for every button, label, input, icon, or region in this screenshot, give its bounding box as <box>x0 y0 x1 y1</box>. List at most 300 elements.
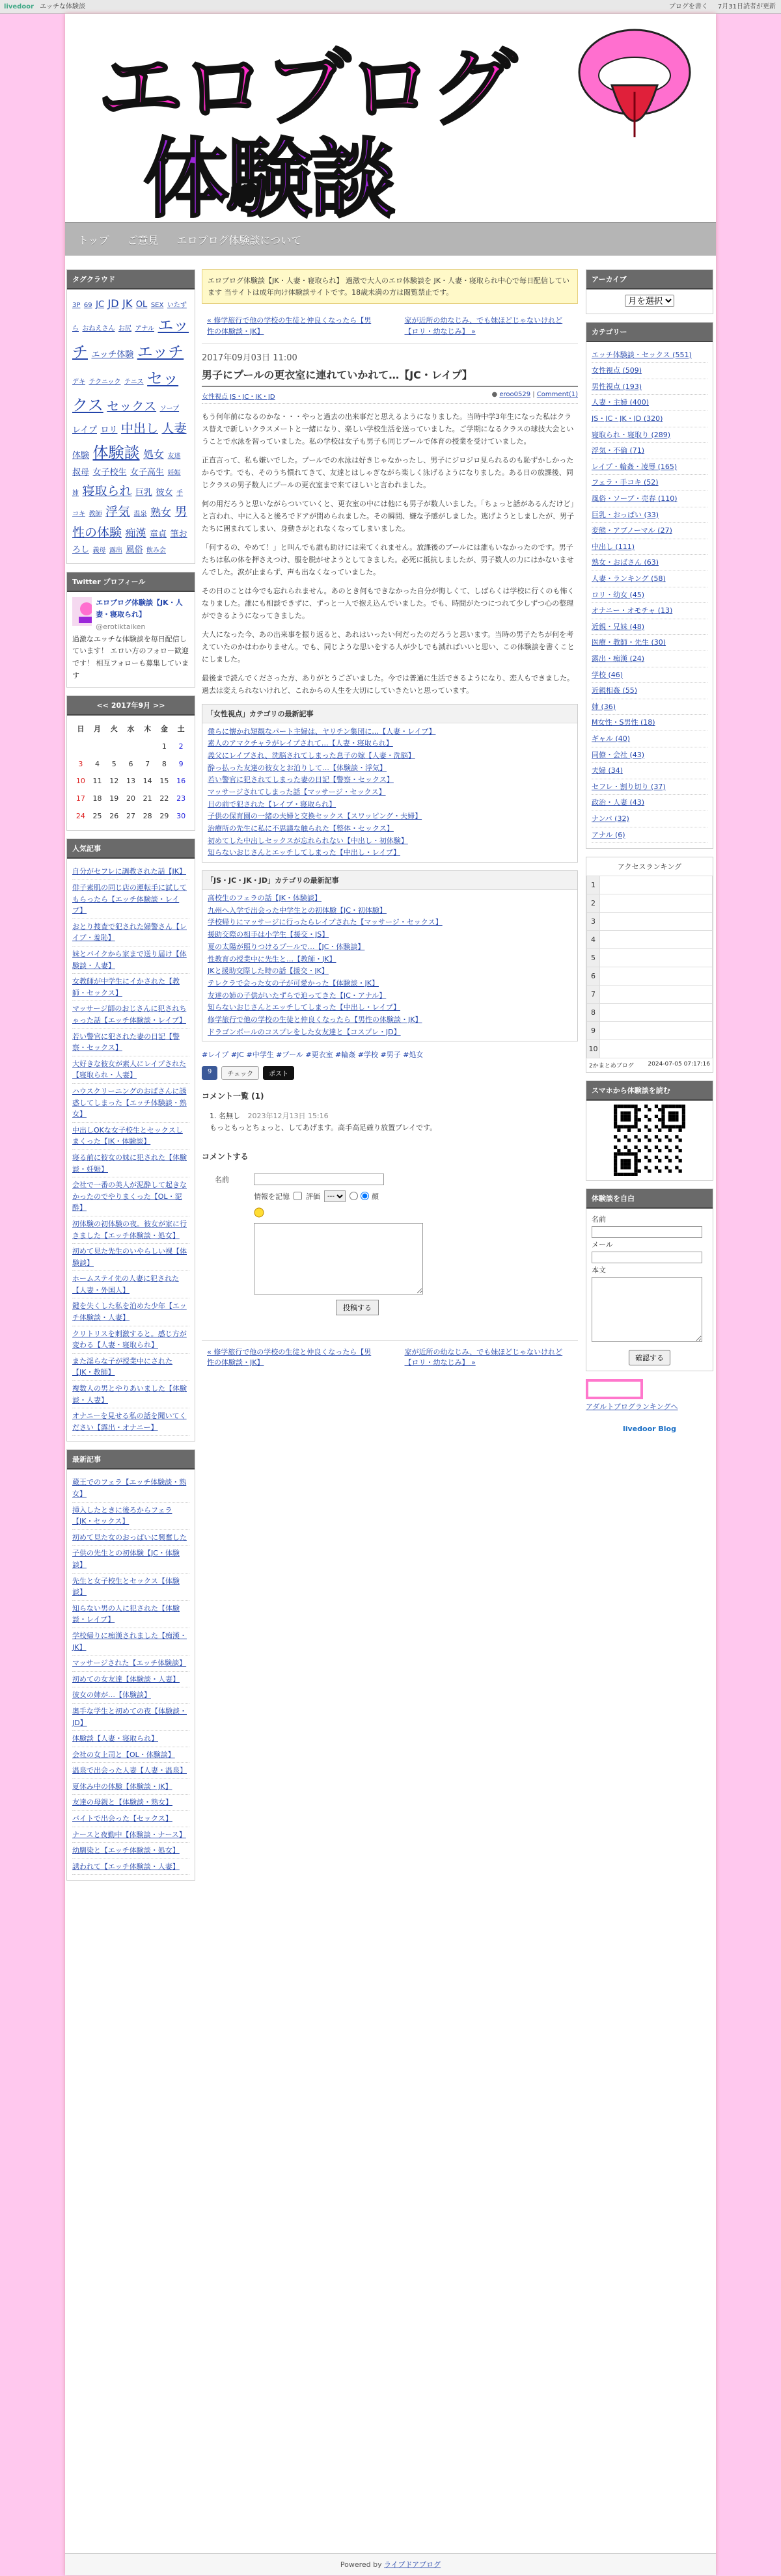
reader-update-link[interactable]: 7月31日読者が更新 <box>717 3 776 10</box>
popular-article-link[interactable]: ハウスクリーニングのおばさんに誘惑してしまった【エッチ体験談・熟女】 <box>72 1084 189 1123</box>
ranking-title: アクセスランキング <box>617 863 682 872</box>
popular-article-link[interactable]: ホームステイ先の人妻に犯された【人妻・外国人】 <box>72 1271 189 1298</box>
category-link[interactable]: 中出し (111) <box>592 539 707 556</box>
ranking-entry[interactable] <box>600 967 713 986</box>
popular-article-link[interactable]: 初体験の初体験の夜。彼女が家に行きました【エッチ体験談・処女】 <box>72 1216 189 1244</box>
form-face-radio-1[interactable] <box>349 1192 358 1200</box>
category-link[interactable]: M女性・S男性 (18) <box>592 715 707 731</box>
popular-article-link[interactable]: クリトリスを刺激すると。感じ方が変わる【人妻・寝取られ】 <box>72 1326 189 1354</box>
calendar-day[interactable]: 30 <box>176 811 186 820</box>
recent-article-link[interactable]: 温泉で出会った人妻【人妻・温泉】 <box>72 1763 189 1779</box>
tag-link[interactable]: 友達 <box>167 452 181 460</box>
form-name-input[interactable] <box>254 1174 384 1185</box>
recent-article-link[interactable]: 友達の母親と【体験談・熟女】 <box>72 1795 189 1811</box>
article-paragraph: その日のことは今でも忘れられません。あのとき何もできなかった自分が悔しくて、しばらくは学校に行くのも怖くなりました。誰にも相談できずに、ずっと一人で抱え込んでいました。でも、時間がたつにつれて少しずつ心の整理ができるようになってきました。 <box>202 587 575 621</box>
tag-link[interactable]: JK <box>122 297 133 310</box>
ranking-number: 7 <box>587 986 600 1004</box>
related-article-link[interactable]: 初めてした中出しセックスが忘れられない【中出し・初体験】 <box>208 836 408 845</box>
twitter-name[interactable]: エロブログ体験談【JK・人妻・寝取られ】 <box>96 598 183 619</box>
form-face-radio-2[interactable] <box>361 1192 369 1200</box>
ranking-label[interactable]: 2かまとめブログ <box>589 1063 634 1070</box>
category-link[interactable]: 熟女・おばさん (63) <box>592 555 707 571</box>
related-article-link[interactable]: ドラゴンボールのコスプレをした女友達と【コスプレ・JD】 <box>208 1027 401 1036</box>
related-article-link[interactable]: 援助交際の相手は小学生【援交・JS】 <box>208 930 329 939</box>
calendar-day[interactable]: 18 <box>92 794 102 803</box>
tag-link[interactable]: テクニック <box>89 378 121 386</box>
nav-top[interactable]: トップ <box>78 234 109 247</box>
related-article-link[interactable]: 夏の太陽が照りつけるプールで…【JC・体験談】 <box>208 942 365 951</box>
tag-link[interactable]: 筆おろし <box>72 530 187 556</box>
popular-article-link[interactable]: 自分がセフレに調教された話【JK】 <box>72 864 189 880</box>
ranking-number: 5 <box>587 949 600 967</box>
ranking-number: 3 <box>587 913 600 931</box>
tag-link[interactable]: いたずら <box>72 302 187 333</box>
archive-select[interactable] <box>625 295 674 307</box>
category-link[interactable]: フェラ・手コキ (52) <box>592 475 707 491</box>
qr-box <box>586 1080 713 1181</box>
calendar-day[interactable]: 5 <box>111 759 116 768</box>
category-link[interactable]: エッチ体験談・セックス (551) <box>592 347 707 364</box>
twitter-profile-box <box>66 572 195 688</box>
recent-article-link[interactable]: 夏休み中の体験【体験談・JK】 <box>72 1779 189 1795</box>
calendar-day[interactable]: 15 <box>159 777 169 786</box>
ranking-number: 2 <box>587 894 600 913</box>
ranking-number: 8 <box>587 1004 600 1022</box>
ranking-entry[interactable] <box>600 876 713 894</box>
comment-item <box>202 1107 578 1137</box>
recent-article-link[interactable]: 初めて見た女のおっぱいに興奮した <box>72 1530 189 1546</box>
tag-link[interactable]: アナル <box>135 325 154 333</box>
calendar-day[interactable]: 8 <box>161 759 167 768</box>
article-paragraph: 何の用だろうと思いながらついていくと、更衣室の中には他にも男子が数人いました。「ちょっと話があるんだけど」と言われ、中に入ると後ろでドアが閉められました。その瞬間、嫌な予感がしました。逃げようとしましたが、男子たちに囲まれてしまい、身動きがとれなくなってしまいました。 <box>202 500 578 533</box>
tag-link[interactable]: レイプ <box>72 425 97 436</box>
tag-link[interactable]: SEX <box>150 302 164 309</box>
calendar-day[interactable]: 22 <box>159 794 169 803</box>
category-link[interactable]: ナンパ (32) <box>592 811 707 827</box>
comment-text: もっともっとちょっと、してあげます。高手高足確り放置プレイです。 <box>210 1123 437 1132</box>
adult-ranking-banner[interactable] <box>586 1379 643 1399</box>
calendar-day[interactable]: 6 <box>128 759 133 768</box>
topbar-site-name[interactable]: エッチな体験談 <box>40 3 85 10</box>
footer-powered: Powered by <box>340 2560 382 2569</box>
tag-link[interactable]: 叔母 <box>72 468 90 478</box>
calendar-day[interactable]: 11 <box>92 777 102 786</box>
article-meta: 女性視点 JS・JC・JK・JD ● eroo0529 | Comment(1) <box>202 391 578 404</box>
calendar-box <box>66 695 195 831</box>
calendar-day[interactable]: 21 <box>143 794 152 803</box>
form-face-label: 顔 <box>372 1192 379 1201</box>
article-title[interactable]: 男子にプールの更衣室に連れていかれて…【JC・レイプ】 <box>202 367 578 387</box>
calendar-day[interactable]: 20 <box>126 794 135 803</box>
recent-article-link[interactable]: 彼女の姉が…【体験談】 <box>72 1687 189 1704</box>
article-author[interactable]: eroo0529 <box>499 391 531 399</box>
qr-title: スマホから体験談を読む <box>586 1081 713 1101</box>
popular-article-link[interactable]: 複数人の男とやりあいました【体験談・人妻】 <box>72 1381 189 1408</box>
ranking-box <box>586 857 713 1073</box>
ranking-number: 6 <box>587 967 600 986</box>
calendar-day[interactable]: 17 <box>75 794 85 803</box>
livedoor-blog-logo[interactable]: livedoor Blog <box>622 1425 676 1434</box>
category-link[interactable]: 政治・人妻 (43) <box>592 795 707 811</box>
calendar-day[interactable]: 12 <box>109 777 119 786</box>
tag-link[interactable]: 手コキ <box>72 489 184 518</box>
category-link[interactable]: 同僚・会社 (43) <box>592 747 707 764</box>
recent-article-link[interactable]: 蔵王でのフェラ【エッチ体験談・熟女】 <box>72 1475 189 1502</box>
recent-article-link[interactable]: 幼馴染と【エッチ体験談・処女】 <box>72 1843 189 1859</box>
related-article-link[interactable]: 修学旅行で他の学校の生徒と仲良くなったら【男性の体験談・JK】 <box>208 1015 422 1024</box>
tag-link[interactable]: 彼女 <box>156 487 173 498</box>
calendar-day[interactable]: 9 <box>178 759 184 768</box>
comment-section <box>202 1090 578 1326</box>
category-link[interactable]: ギャル (40) <box>592 731 707 747</box>
article-paragraph: 最後まで読んでくださった方、ありがとうございました。今では普通に生活できるようになり、恋人もできました。過去は変えられないけれど、これからの人生を大切にしていきたいと思っています。 <box>202 674 574 695</box>
write-blog-link[interactable]: ブログを書く <box>668 3 708 10</box>
recent-article-link[interactable]: 知らない男の人に犯された【体験談・レイプ】 <box>72 1601 189 1628</box>
tag-link[interactable]: 姉 <box>72 489 79 497</box>
tag-link[interactable]: 体験談 <box>92 443 140 462</box>
related-article-link[interactable]: テレクラで会った女の子が可愛かった【体験談・JK】 <box>208 978 379 987</box>
adult-ranking-link[interactable]: アダルトブログランキングへ <box>586 1402 678 1412</box>
tag-link[interactable]: JC <box>96 300 105 310</box>
related-article-link[interactable]: 僕らに懐かれ短観なパート主婦は、ヤリチン集団に…【人妻・レイプ】 <box>208 727 436 736</box>
twitter-handle[interactable]: @erotiktaiken <box>96 622 146 631</box>
comment-date: 2023年12月13日 15:16 <box>247 1112 329 1121</box>
tag-link[interactable]: 露出 <box>109 547 123 555</box>
related-js-list <box>202 890 577 1041</box>
livedoor-logo[interactable]: livedoor <box>4 3 34 10</box>
popular-article-link[interactable]: 妹とバイクから家まで送り届け【体験談・人妻】 <box>72 946 189 974</box>
related-article-link[interactable]: 九州へ入学で出会った中学生との初体験【JC・初体験】 <box>208 906 387 915</box>
category-box <box>586 322 713 849</box>
article-date: 2017年09月03日 11:00 <box>202 353 297 364</box>
popular-title: 人気記事 <box>67 839 195 859</box>
contact-mail-label: メール <box>592 1240 613 1249</box>
tag-link[interactable]: 処女 <box>143 448 165 461</box>
related-article-link[interactable]: 学校帰りにマッサージに行ったらレイプされた【マッサージ・セックス】 <box>208 918 443 927</box>
facebook-like-button[interactable]: 9 <box>202 1066 217 1080</box>
category-list <box>592 347 707 843</box>
logo-line-1[interactable]: エロブログ <box>98 38 514 139</box>
related-article-link[interactable]: 性教育の授業中に先生と…【教師・JK】 <box>208 954 336 963</box>
popular-article-link[interactable]: 俳子素肌の同じ店の運転手に試してもらったら【エッチ体験談・レイプ】 <box>72 880 189 919</box>
popular-article-link[interactable]: 会社で一番の美人が泥酔して起きなかったのでやりまくった【OL・泥酔】 <box>72 1177 189 1216</box>
prev-article-link-bottom[interactable]: « 修学旅行で他の学校の生徒と仲良くなったら【男性の体験談・JK】 <box>207 1347 372 1367</box>
category-link[interactable]: 医療・教師・先生 (30) <box>592 635 707 651</box>
form-rate-select[interactable] <box>324 1190 346 1202</box>
tag-link[interactable]: 飲み会 <box>146 547 167 555</box>
tag-link[interactable]: エッチ体験 <box>91 349 134 360</box>
calendar-prev[interactable]: << <box>96 701 109 710</box>
related-article-link[interactable]: 若い警官に犯されてしまった妻の日記【警察・セックス】 <box>208 775 394 785</box>
related-article-link[interactable]: 友達の姉の子供がいたずらで迫ってきた【JC・アナル】 <box>208 991 387 1000</box>
related-article-link[interactable]: 知らないおじさんとエッチしてしまった【中出し・レイプ】 <box>208 1003 401 1012</box>
calendar-day[interactable]: 13 <box>126 777 135 786</box>
popular-article-link[interactable]: 女教師が中学生にイかされた【教師・セックス】 <box>72 974 189 1001</box>
calendar-day[interactable]: 25 <box>92 811 102 820</box>
tag-link[interactable]: 寝取られ <box>82 483 132 498</box>
next-article-link[interactable]: 家が近所の幼なじみ、でも妹ほどじゃないけれど【ロリ・幼なじみ】 » <box>404 316 563 336</box>
calendar-day[interactable]: 2 <box>178 742 184 751</box>
category-link[interactable]: レイプ・輪姦・凌辱 (165) <box>592 459 707 476</box>
recent-article-link[interactable]: ナースと夜勤中【体験談・ナース】 <box>72 1827 189 1844</box>
calendar-day[interactable]: 10 <box>75 777 85 786</box>
tag-link[interactable]: ロリ <box>100 425 118 436</box>
tag-link[interactable]: 女子高生 <box>130 468 165 478</box>
main-content <box>202 269 578 1382</box>
category-link[interactable]: 女性視点 (509) <box>592 363 707 379</box>
popular-article-link[interactable]: 鍵を失くした私を泊めた少年【エッチ体験談・人妻】 <box>72 1298 189 1326</box>
nav-opinion[interactable]: ご意見 <box>127 234 159 247</box>
form-comment-textarea[interactable] <box>254 1223 423 1295</box>
category-link[interactable]: 近親相姦 (55) <box>592 683 707 699</box>
article-tags[interactable]: #レイプ #JC #中学生 #プール #更衣室 #輪姦 #学校 #男子 #処女 <box>202 1051 424 1060</box>
ranking-table <box>586 876 713 1058</box>
category-link[interactable]: 姉 (36) <box>592 699 707 716</box>
calendar-day[interactable]: 29 <box>159 811 169 820</box>
tag-link[interactable]: エッチ <box>137 342 184 361</box>
site-footer <box>65 2553 716 2575</box>
tag-link[interactable]: 女子校生 <box>92 468 127 478</box>
category-link[interactable]: 巨乳・おっぱい (33) <box>592 507 707 524</box>
recent-article-link[interactable]: 会社の女上司と【OL・体験談】 <box>72 1747 189 1764</box>
tag-link[interactable]: 義母 <box>92 547 106 555</box>
twitter-profile-title: Twitter プロフィール <box>67 572 195 592</box>
category-link[interactable]: 浮気・不倫 (71) <box>592 443 707 459</box>
tag-link[interactable]: お尻 <box>118 325 131 333</box>
category-link[interactable]: 風俗・ソープ・売春 (110) <box>592 491 707 507</box>
author-icon: ● <box>491 391 498 399</box>
calendar-weekday: 土 <box>177 725 185 734</box>
related-article-link[interactable]: 高校生のフェラの話【JK・体験談】 <box>208 894 322 903</box>
category-link[interactable]: ロリ・幼女 (45) <box>592 587 707 604</box>
related-article-link[interactable]: 義父にレイプされ、洗脳されてしまった息子の嫁【人妻・洗脳】 <box>208 751 415 760</box>
recent-article-link[interactable]: 体験談【人妻・寝取られ】 <box>72 1731 189 1747</box>
category-link[interactable]: 人妻・ランキング (58) <box>592 571 707 587</box>
tag-link[interactable]: 痴漢 <box>125 527 146 540</box>
calendar-day[interactable]: 14 <box>143 777 152 786</box>
tag-link[interactable]: 体験 <box>72 450 90 461</box>
category-link[interactable]: オナニー・オモチャ (13) <box>592 603 707 619</box>
x-post-button[interactable]: ポスト <box>263 1066 294 1080</box>
tag-cloud <box>67 289 195 563</box>
archive-title: アーカイブ <box>586 270 713 289</box>
tag-link[interactable]: 中出し <box>120 422 158 436</box>
hatena-check-button[interactable]: チェック <box>221 1066 259 1080</box>
contact-name-input[interactable] <box>592 1226 702 1238</box>
popular-article-link[interactable]: おとり捜査で犯された婦警さん【レイプ・羞恥】 <box>72 919 189 946</box>
tag-link[interactable]: 風俗 <box>126 545 143 556</box>
related-article-link[interactable]: 治療所の先生に私に不思議な触られた【整体・セックス】 <box>208 824 394 833</box>
twitter-avatar[interactable] <box>72 597 92 626</box>
emoji-icon[interactable] <box>254 1207 264 1218</box>
site-notice: エロブログ体験談【JK・人妻・寝取られ】 過激で大人のエロ体験談を JK・人妻・寝取られ中心で毎日配信しています 当サイトは成年向け体験談サイトです。18歳未満の方は閲覧禁止です。 <box>202 269 578 304</box>
ranking-number: 1 <box>587 876 600 894</box>
category-link[interactable]: 変態・アブノーマル (27) <box>592 523 707 539</box>
popular-article-link[interactable]: 若い警官に犯された妻の日記【警察・セックス】 <box>72 1029 189 1056</box>
popular-article-link[interactable]: マッサージ師のおじさんに犯されちゃった話【エッチ体験談・レイプ】 <box>72 1001 189 1028</box>
calendar-day <box>105 738 122 756</box>
tag-link[interactable]: JD <box>107 297 119 310</box>
tag-link[interactable]: 巨乳 <box>135 487 153 498</box>
recent-article-link[interactable]: 先生と女子校生とセックス【体験談】 <box>72 1574 189 1601</box>
related-women-title: 「女性視点」カテゴリの最新記事 <box>202 704 577 723</box>
category-link[interactable]: 人妻・主婦 (400) <box>592 395 707 411</box>
calendar-day[interactable]: 26 <box>109 811 119 820</box>
calendar-day[interactable]: 16 <box>176 777 186 786</box>
tag-link[interactable]: 69 <box>83 302 92 309</box>
livedoor-topbar <box>0 0 781 14</box>
related-article-link[interactable]: 素人のアマクチャラがレイプされて…【人妻・寝取られ】 <box>208 739 393 748</box>
twitter-description: 過激なエッチな体験談を毎日配信しています！ エロい方のフォロー歓迎です！ 相互フォローも募集しています <box>72 634 189 680</box>
tag-link[interactable]: 3P <box>72 302 81 309</box>
calendar-day[interactable]: 27 <box>126 811 135 820</box>
tag-link[interactable]: 熟女 <box>150 505 172 518</box>
form-remember-checkbox[interactable] <box>294 1192 302 1200</box>
calendar-day[interactable]: 4 <box>95 759 100 768</box>
related-article-link[interactable]: JKと援助交際した時の話【援交・JK】 <box>208 967 329 976</box>
recent-box <box>66 1449 195 1881</box>
ranking-number: 10 <box>587 1040 600 1058</box>
category-link[interactable]: アナル (6) <box>592 827 707 844</box>
adult-ranking-box <box>586 1379 713 1433</box>
popular-article-link[interactable]: 大好きな彼女が素人にレイプされた【寝取られ・人妻】 <box>72 1056 189 1084</box>
contact-title: 体験談を自白 <box>586 1189 713 1209</box>
tag-link[interactable]: 童貞 <box>150 530 167 540</box>
category-link[interactable]: 夫婦 (34) <box>592 763 707 779</box>
tag-link[interactable]: ソープ <box>159 405 180 412</box>
tag-cloud-box <box>66 269 195 564</box>
ranking-entry[interactable] <box>600 931 713 949</box>
related-article-link[interactable]: 知らないおじさんとエッチしてしまった【中出し・レイプ】 <box>208 848 401 857</box>
article-body <box>202 410 578 697</box>
tag-link[interactable]: セックス <box>72 369 179 414</box>
calendar-day[interactable]: 1 <box>161 742 167 751</box>
popular-article-link[interactable]: 寝る前に彼女の妹に犯された【体験談・妊娠】 <box>72 1150 189 1177</box>
comment-form-title: コメントする <box>202 1151 249 1161</box>
calendar-day[interactable]: 28 <box>143 811 152 820</box>
recent-article-link[interactable]: 初めての女友達【体験談・人妻】 <box>72 1672 189 1688</box>
tag-link[interactable]: セックス <box>107 399 157 414</box>
tag-link[interactable]: 温泉 <box>133 510 147 518</box>
category-link[interactable]: セフレ・割り切り (37) <box>592 779 707 796</box>
tag-link[interactable]: 浮気 <box>105 504 131 519</box>
popular-article-link[interactable]: 初めて見た先生のいやらしい裸【体験談】 <box>72 1244 189 1271</box>
tag-link[interactable]: おねえさん <box>82 325 115 333</box>
recent-article-link[interactable]: 奥手な学生と初めての夜【体験談・JD】 <box>72 1704 189 1731</box>
footer-livedoor-link[interactable]: ライブドアブログ <box>384 2560 441 2569</box>
category-link[interactable]: 学校 (46) <box>592 667 707 684</box>
ranking-entry[interactable] <box>600 1004 713 1022</box>
calendar-day[interactable]: 23 <box>176 794 186 803</box>
ranking-date: 2024-07-05 07:17:16 <box>648 1061 710 1068</box>
calendar-day <box>72 738 89 756</box>
form-submit-button[interactable]: 投稿する <box>336 1300 379 1315</box>
related-article-link[interactable]: マッサージされてしまった話【マッサージ・セックス】 <box>208 787 386 796</box>
calendar-day <box>122 738 139 756</box>
related-article-link[interactable]: 子供の保育園の一緒の夫婦と交換セックス【スワッピング・夫婦】 <box>208 812 422 821</box>
category-link[interactable]: 近親・兄妹 (48) <box>592 619 707 636</box>
prev-article-link[interactable]: « 修学旅行で他の学校の生徒と仲良くなったら【男性の体験談・JK】 <box>207 316 372 336</box>
calendar-weekday: 火 <box>110 725 118 734</box>
article-paragraph: 大人になった今、あの出来事を振り返ると、あれはいったい何だったのだろうと思います。当時の男子たちが何を考えていたのかはわかりません。でも、同じような思いをする人が少しでも減ればいいと思い、この体験談を書くことにしました。 <box>202 630 575 664</box>
calendar-header <box>67 696 195 716</box>
ranking-entry[interactable] <box>600 913 713 931</box>
calendar-day[interactable]: 3 <box>78 759 83 768</box>
ranking-entry[interactable] <box>600 1040 713 1058</box>
calendar-day[interactable]: 24 <box>75 811 85 820</box>
calendar-day[interactable]: 7 <box>145 759 150 768</box>
tag-link[interactable]: テニス <box>124 378 144 386</box>
contact-submit-button[interactable]: 確認する <box>629 1350 670 1365</box>
calendar-next[interactable]: >> <box>152 701 165 710</box>
popular-box <box>66 839 195 1442</box>
tag-link[interactable]: 人妻 <box>161 422 187 436</box>
tag-link[interactable]: エッチ <box>72 316 189 361</box>
contact-body-textarea[interactable] <box>592 1277 702 1342</box>
category-title: カテゴリー <box>586 323 713 342</box>
logo-line-2[interactable]: 体験談 <box>143 129 393 222</box>
recent-article-link[interactable]: 誘われて【エッチ体験談・人妻】 <box>72 1859 189 1875</box>
social-buttons <box>202 1066 578 1080</box>
recent-article-link[interactable]: バイトで出会った【セックス】 <box>72 1811 189 1827</box>
related-js-box <box>202 870 578 1041</box>
related-article-link[interactable]: 酔っ払った友達の彼女とお泊りして…【体験談・浮気】 <box>208 763 387 772</box>
calendar-weekday: 月 <box>94 725 102 734</box>
site-header[interactable] <box>65 14 716 222</box>
form-remember-label: 情報を記憶 <box>254 1192 290 1201</box>
calendar-day <box>89 738 106 756</box>
ranking-entry[interactable] <box>600 894 713 913</box>
calendar-weekday: 木 <box>144 725 152 734</box>
recent-article-link[interactable]: 学校帰りに痴漢されました【痴漢・JK】 <box>72 1628 189 1656</box>
form-name-label: 名前 <box>215 1175 229 1184</box>
tag-link[interactable]: 教師 <box>89 510 102 518</box>
tag-link[interactable]: 妊娠 <box>167 470 181 477</box>
ranking-entry[interactable] <box>600 949 713 967</box>
category-link[interactable]: JS・JC・JK・JD (320) <box>592 411 707 427</box>
contact-mail-input[interactable] <box>592 1252 702 1263</box>
popular-article-link[interactable]: オナニーを見せる私の話を聞いてください【露出・オナニー】 <box>72 1408 189 1436</box>
ranking-entry[interactable] <box>600 1022 713 1040</box>
tag-cloud-title: タグクラウド <box>67 270 195 289</box>
recent-article-link[interactable]: マッサージされた【エッチ体験談】 <box>72 1656 189 1672</box>
ranking-entry[interactable] <box>600 986 713 1004</box>
ranking-number: 9 <box>587 1022 600 1040</box>
category-link[interactable]: 男性視点 (193) <box>592 379 707 396</box>
ranking-number: 4 <box>587 931 600 949</box>
comment-name: 1. 名無し <box>210 1112 240 1121</box>
popular-article-link[interactable]: 中出しOKな女子校生とセックスしまくった【JK・体験談】 <box>72 1123 189 1150</box>
tag-link[interactable]: デキ <box>72 378 85 386</box>
tag-link[interactable]: 男性の体験 <box>72 504 187 541</box>
article-nav-top <box>202 313 578 344</box>
recent-article-link[interactable]: 挿入したときに後ろからフェラ【JK・セックス】 <box>72 1503 189 1530</box>
left-sidebar <box>66 269 195 1888</box>
category-link[interactable]: 露出・痴漢 (24) <box>592 651 707 667</box>
popular-article-link[interactable]: また淫らな子が授業中にされた【JK・教師】 <box>72 1354 189 1381</box>
comment-count-link[interactable]: Comment(1) <box>536 391 578 399</box>
nav-about[interactable]: エロブログ体験談について <box>176 234 302 247</box>
next-article-link-bottom[interactable]: 家が近所の幼なじみ、でも妹ほどじゃないけれど【ロリ・幼なじみ】 » <box>404 1347 563 1367</box>
recent-article-link[interactable]: 子供の先生との初体験【JC・体験談】 <box>72 1546 189 1573</box>
archive-box <box>586 269 713 314</box>
related-article-link[interactable]: 目の前で犯された【レイプ・寝取られ】 <box>208 799 336 809</box>
article-category[interactable]: 女性視点 JS・JC・JK・JD <box>202 394 275 401</box>
category-link[interactable]: 寝取られ・寝取り (289) <box>592 427 707 444</box>
tag-link[interactable]: OL <box>135 300 148 310</box>
global-nav <box>65 222 716 256</box>
calendar-day[interactable]: 19 <box>109 794 119 803</box>
